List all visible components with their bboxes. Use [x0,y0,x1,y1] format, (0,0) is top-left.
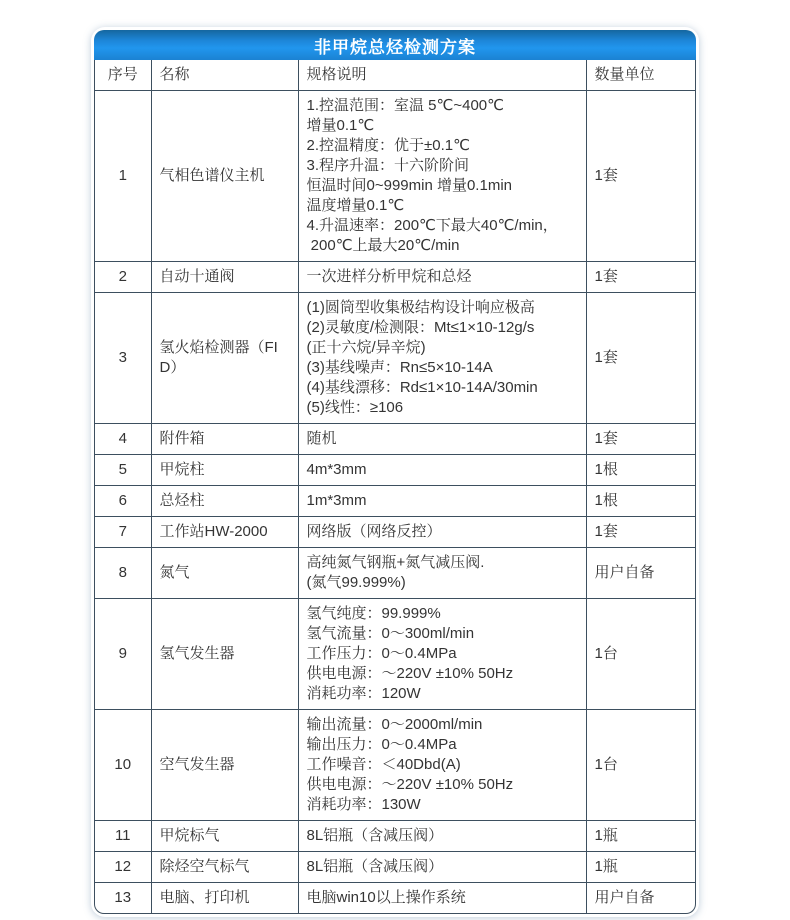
table-row [95,293,695,424]
item-name: 空气发生器 [151,710,298,821]
row-number: 1 [95,91,151,262]
item-quantity: 用户自备 [594,889,655,906]
spec-line: (正十六烷/异辛烷) [306,339,426,356]
spec-table [95,60,695,913]
table-row [95,91,695,262]
spec-line: 一次进样分析甲烷和总烃 [306,268,472,285]
table-wrap [94,60,696,914]
column-header: 数量单位 [586,60,695,91]
spec-line: 随机 [306,430,337,447]
spec-table-card [91,27,699,917]
column-header: 规格说明 [298,60,586,91]
item-name: 氢火焰检测器（FID） [151,293,298,424]
spec-line: 电脑win10以上操作系统 [306,889,466,906]
item-name: 甲烷柱 [151,455,298,486]
spec-line: 输出压力：0～0.4MPa [306,736,457,753]
table-row [95,883,695,914]
item-spec [298,517,586,548]
spec-line: 氢气流量：0～300ml/min [306,625,475,642]
table-row [95,262,695,293]
item-spec [298,883,586,914]
table-title-bar [94,30,696,60]
row-number: 10 [95,710,151,821]
spec-line: 1.控温范围：室温 5℃~400℃ [306,97,504,114]
row-number: 11 [95,821,151,852]
item-name: 氮气 [151,548,298,599]
item-name: 甲烷标气 [151,821,298,852]
table-row [95,852,695,883]
spec-line: 2.控温精度：优于±0.1℃ [306,137,470,154]
spec-line: (5)线性：≥106 [306,399,404,416]
item-quantity: 1套 [586,293,695,424]
item-spec [298,455,586,486]
item-spec [298,548,586,599]
spec-line: 氢气纯度：99.999% [306,605,441,622]
item-spec [298,486,586,517]
spec-line: (1)圆筒型收集极结构设计响应极高 [306,299,535,316]
item-quantity: 1套 [586,91,695,262]
item-spec [298,91,586,262]
spec-line: 8L铝瓶（含减压阀） [306,827,444,844]
item-name: 气相色谱仪主机 [151,91,298,262]
item-quantity: 用户自备 [586,548,695,599]
item-name: 总烃柱 [151,486,298,517]
spec-line: 供电电源：～220V ±10% 50Hz [306,776,514,793]
item-spec [298,821,586,852]
spec-line: 4.升温速率：200℃下最大40℃/min， [306,217,558,234]
table-row [95,710,695,821]
spec-line: 增量0.1℃ [306,117,375,134]
spec-line: 工作噪音：＜40Dbd(A) [306,756,461,773]
row-number: 12 [95,852,151,883]
item-name: 电脑、打印机 [151,883,298,914]
page-title: 非甲烷总烃检测方案 [314,37,476,57]
spec-line: 高纯氮气钢瓶+氮气减压阀. [306,554,485,571]
item-spec [298,710,586,821]
spec-line: 温度增量0.1℃ [306,197,405,214]
item-spec [298,262,586,293]
spec-line: 输出流量：0～2000ml/min [306,716,483,733]
spec-line: (氮气99.999%) [306,574,406,591]
item-quantity: 1瓶 [586,852,695,883]
row-number: 3 [95,293,151,424]
item-spec [298,599,586,710]
item-quantity: 1台 [586,710,695,821]
spec-line: 恒温时间0~999min 增量0.1min [306,177,512,194]
spec-line: (2)灵敏度/检测限：Mt≤1×10-12g/s [306,319,535,336]
item-name: 工作站HW-2000 [151,517,298,548]
row-number: 5 [95,455,151,486]
spec-line: 1m*3mm [306,492,367,509]
item-quantity: 1套 [586,424,695,455]
item-name: 自动十通阀 [151,262,298,293]
table-row [95,821,695,852]
item-quantity: 1根 [586,486,695,517]
row-number: 7 [95,517,151,548]
item-quantity: 1瓶 [586,821,695,852]
column-header: 序号 [95,60,151,91]
row-number: 4 [95,424,151,455]
row-number: 2 [95,262,151,293]
header-row [95,60,695,91]
row-number: 8 [95,548,151,599]
spec-line: 3.程序升温：十六阶阶间 [306,157,470,174]
item-spec [298,852,586,883]
spec-line: 工作压力：0～0.4MPa [306,645,457,662]
item-quantity: 1根 [586,455,695,486]
table-row [95,455,695,486]
item-name: 附件箱 [151,424,298,455]
row-number: 6 [95,486,151,517]
item-name: 除烃空气标气 [151,852,298,883]
spec-line: 网络版（网络反控） [306,523,442,540]
spec-line: 消耗功率：120W [306,685,421,702]
item-quantity: 1套 [586,517,695,548]
spec-line: (4)基线漂移：Rd≤1×10-14A/30min [306,379,538,396]
column-header: 名称 [151,60,298,91]
item-spec [298,293,586,424]
spec-line: 消耗功率：130W [306,796,421,813]
item-spec [298,424,586,455]
table-row [95,424,695,455]
table-row [95,486,695,517]
table-row [95,599,695,710]
spec-line: (3)基线噪声：Rn≤5×10-14A [306,359,493,376]
table-row [95,517,695,548]
row-number: 9 [95,599,151,710]
spec-line: 8L铝瓶（含减压阀） [306,858,444,875]
row-number: 13 [95,883,151,914]
spec-line: 200℃上最大20℃/min [306,237,460,254]
spec-line: 4m*3mm [306,461,367,478]
item-quantity: 1台 [586,599,695,710]
item-name: 氢气发生器 [151,599,298,710]
spec-line: 供电电源：～220V ±10% 50Hz [306,665,514,682]
table-row [95,548,695,599]
item-quantity: 1套 [586,262,695,293]
